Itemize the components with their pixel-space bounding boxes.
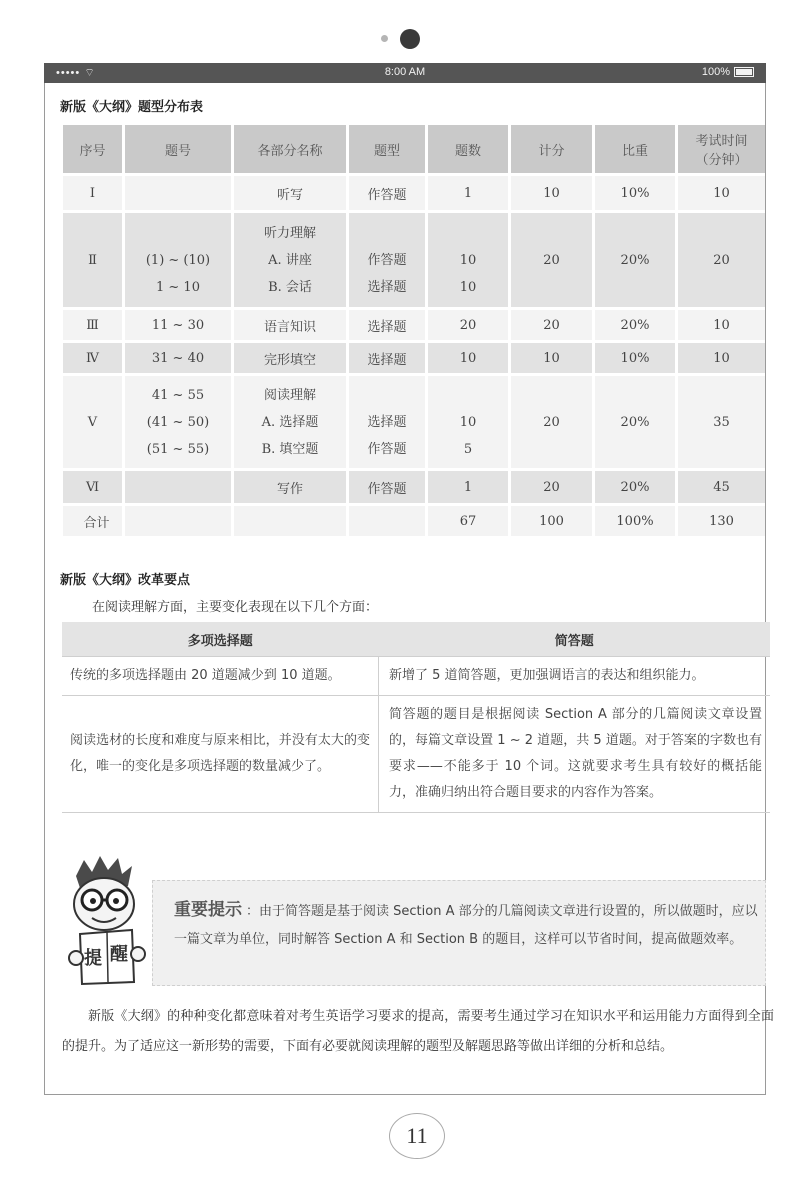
cell-num: 31 ~ 40 <box>125 343 231 373</box>
cell-score: 20 <box>511 376 592 468</box>
cell-time: 10 <box>678 176 765 210</box>
cell-type: 作答题 选择题 <box>349 213 425 307</box>
battery-status: 100% <box>702 66 754 78</box>
cell-seq: Ⅱ <box>63 213 122 307</box>
cell-weight: 20% <box>595 471 675 503</box>
table-row <box>63 176 765 210</box>
cell-time: 35 <box>678 376 765 468</box>
tip-text <box>174 896 764 954</box>
cell-score: 20 <box>511 310 592 340</box>
cell-weight: 20% <box>595 376 675 468</box>
cell-type: 作答题 <box>349 471 425 503</box>
cell-total-weight: 100% <box>595 506 675 536</box>
cell-weight: 20% <box>595 213 675 307</box>
table-row <box>63 471 765 503</box>
cell-count: 1 <box>428 176 508 210</box>
cell-total-time: 130 <box>678 506 765 536</box>
cell-type: 选择题 <box>349 310 425 340</box>
header-type: 题型 <box>349 125 425 173</box>
cell-seq: Ⅳ <box>63 343 122 373</box>
cell-name: 听写 <box>234 176 346 210</box>
signal-icon: ••••• ⌔ <box>56 67 96 79</box>
cell-count: 20 <box>428 310 508 340</box>
cell-count: 1 <box>428 471 508 503</box>
cell-count: 10 10 <box>428 213 508 307</box>
reform-points-table <box>62 622 770 813</box>
cell-type: 作答题 <box>349 176 425 210</box>
header-multiple-choice: 多项选择题 <box>62 622 379 657</box>
table2-intro: 在阅读理解方面，主要变化表现在以下几个方面： <box>92 600 379 615</box>
cell-time: 45 <box>678 471 765 503</box>
table-row <box>63 376 765 468</box>
cell-seq: Ⅰ <box>63 176 122 210</box>
table2-title: 新版《大纲》改革要点 <box>60 573 191 588</box>
page-dot-inactive[interactable] <box>381 35 388 42</box>
table-row <box>62 696 770 813</box>
cell-type: 选择题 <box>349 343 425 373</box>
cell-type: 选择题 作答题 <box>349 376 425 468</box>
page-dot-active[interactable] <box>400 29 420 49</box>
cell-seq: Ⅲ <box>63 310 122 340</box>
cell-seq: Ⅵ <box>63 471 122 503</box>
header-num: 题号 <box>125 125 231 173</box>
page-number: 11 <box>389 1113 445 1159</box>
cartoon-reminder-icon <box>62 852 172 987</box>
cell-num <box>125 471 231 503</box>
cell-empty <box>125 506 231 536</box>
cell-empty <box>349 506 425 536</box>
cell-name: 语言知识 <box>234 310 346 340</box>
cell-name: 完形填空 <box>234 343 346 373</box>
page-indicator <box>0 28 800 49</box>
cell-short-answer: 简答题的题目是根据阅读 Section A 部分的几篇阅读文章设置的，每篇文章设置 1 ~ 2 道题，共 5 道题。对于答案的字数也有要求——不能多于 10 个词。这就要求考生具有较好的概括能力，准确归纳出符合题目要求的内容作为答案。 <box>379 696 771 813</box>
header-count: 题数 <box>428 125 508 173</box>
header-short-answer: 简答题 <box>379 622 771 657</box>
cell-total-label: 合计 <box>63 506 122 536</box>
table-row <box>63 343 765 373</box>
cell-score: 10 <box>511 343 592 373</box>
header-weight: 比重 <box>595 125 675 173</box>
cell-weight: 10% <box>595 176 675 210</box>
cell-count: 10 5 <box>428 376 508 468</box>
summary-paragraph: 新版《大纲》的种种变化都意味着对考生英语学习要求的提高，需要考生通过学习在知识水平和运用能力方面得到全面的提升。为了适应这一新形势的需要，下面有必要就阅读理解的题型及解题思路等做出详细的分析和总结。 <box>62 1009 774 1054</box>
cell-score: 20 <box>511 213 592 307</box>
header-time: 考试时间 （分钟） <box>678 125 765 173</box>
header-score: 计分 <box>511 125 592 173</box>
cell-time: 10 <box>678 310 765 340</box>
cell-name: 写作 <box>234 471 346 503</box>
table-row <box>63 213 765 307</box>
cell-time: 20 <box>678 213 765 307</box>
table1-title: 新版《大纲》题型分布表 <box>60 100 204 115</box>
cell-num: 11 ~ 30 <box>125 310 231 340</box>
cell-num: 41 ~ 55 (41 ~ 50) (51 ~ 55) <box>125 376 231 468</box>
cell-name: 听力理解 A. 讲座 B. 会话 <box>234 213 346 307</box>
table-row <box>63 310 765 340</box>
tip-body: ：由于简答题是基于阅读 Section A 部分的几篇阅读文章进行设置的，所以做题时，应以一篇文章为单位，同时解答 Section A 和 Section B 的题目，这样可以节省时间，提高做题效率。 <box>174 904 758 947</box>
cell-weight: 10% <box>595 343 675 373</box>
status-bar <box>44 63 766 83</box>
cell-count: 10 <box>428 343 508 373</box>
table-total-row <box>63 506 765 536</box>
header-name: 各部分名称 <box>234 125 346 173</box>
table1-header-row <box>63 125 765 173</box>
cell-time: 10 <box>678 343 765 373</box>
cell-num: (1) ~ (10) 1 ~ 10 <box>125 213 231 307</box>
cell-score: 10 <box>511 176 592 210</box>
wifi-icon: ⌔ <box>84 67 96 79</box>
cell-multiple-choice: 阅读选材的长度和难度与原来相比，并没有太大的变化，唯一的变化是多项选择题的数量减少了。 <box>62 696 379 813</box>
header-seq: 序号 <box>63 125 122 173</box>
cell-num <box>125 176 231 210</box>
cell-total-count: 67 <box>428 506 508 536</box>
cell-name: 阅读理解 A. 选择题 B. 填空题 <box>234 376 346 468</box>
cell-short-answer: 新增了 5 道简答题，更加强调语言的表达和组织能力。 <box>379 657 771 696</box>
cell-seq: Ⅴ <box>63 376 122 468</box>
tip-label: 重要提示 <box>174 900 242 920</box>
status-time: 8:00 AM <box>384 66 426 78</box>
sign-char-2: 醒 <box>110 944 128 965</box>
table2-header-row <box>62 622 770 657</box>
sign-char-1: 提 <box>84 948 102 969</box>
cell-total-score: 100 <box>511 506 592 536</box>
cell-multiple-choice: 传统的多项选择题由 20 道题减少到 10 道题。 <box>62 657 379 696</box>
cell-weight: 20% <box>595 310 675 340</box>
tip-box <box>62 852 772 987</box>
cell-score: 20 <box>511 471 592 503</box>
cell-empty <box>234 506 346 536</box>
table-row <box>62 657 770 696</box>
battery-icon <box>734 67 754 77</box>
question-distribution-table <box>60 122 768 539</box>
